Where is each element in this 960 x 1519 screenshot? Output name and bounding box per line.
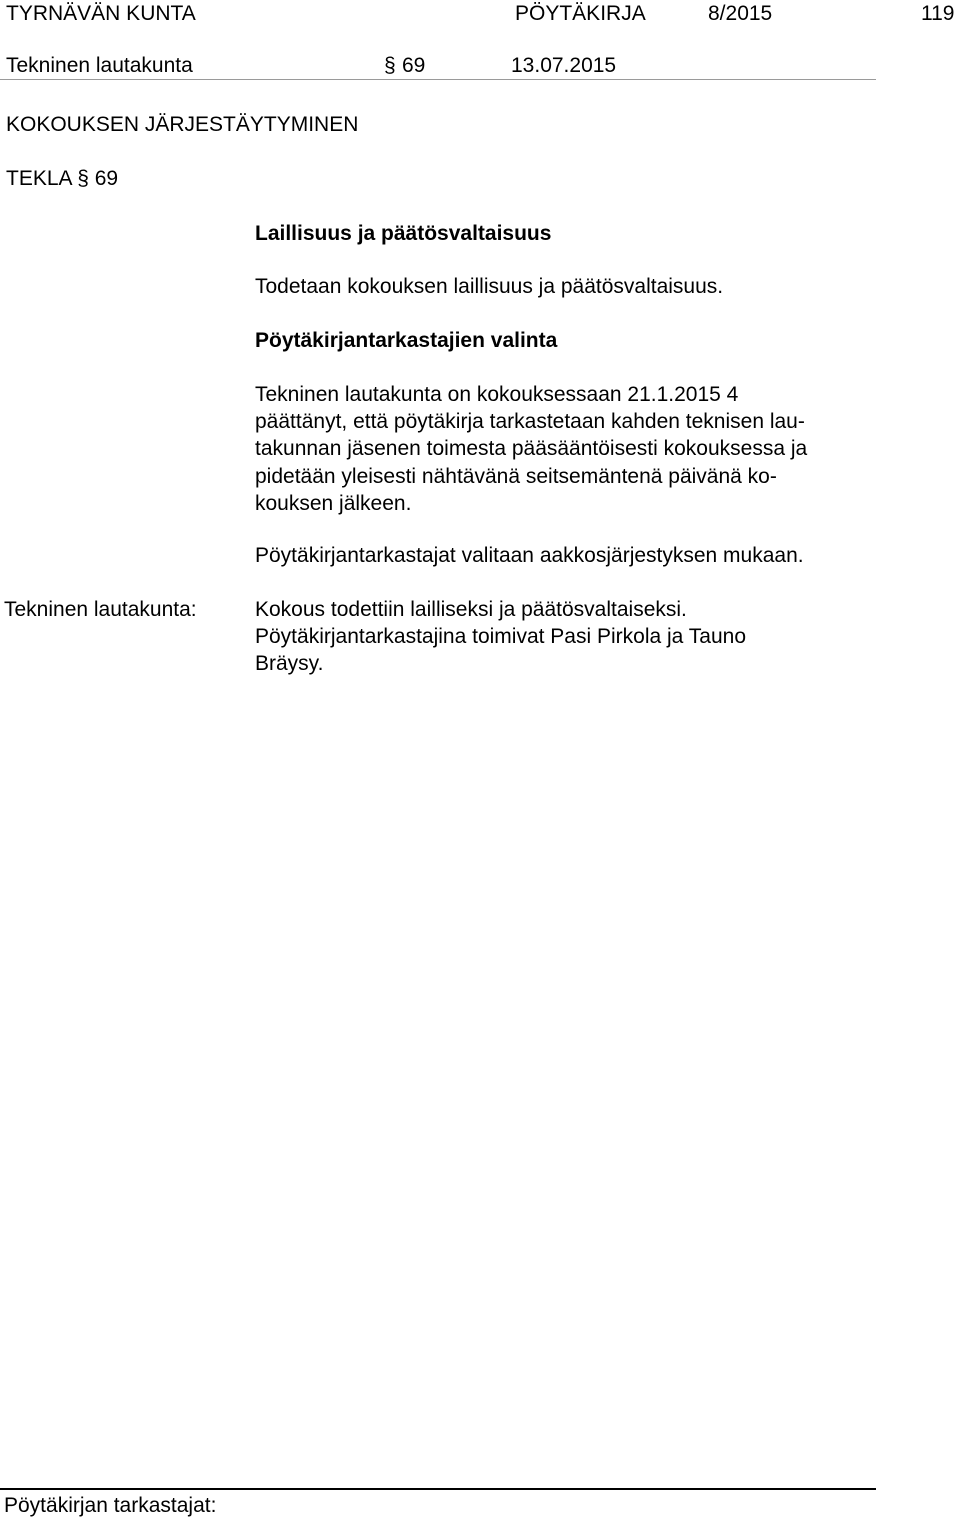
section-ref-symbol: §: [77, 167, 89, 190]
section-ref-prefix: TEKLA: [6, 167, 72, 190]
section-ref-number: 69: [94, 167, 119, 190]
text-reviewers: [255, 381, 895, 517]
footer-reviewers-label: Pöytäkirjan tarkastajat:: [4, 1494, 217, 1517]
heading-legality: Laillisuus ja päätösvaltaisuus: [255, 222, 552, 245]
municipality-name: TYRNÄVÄN KUNTA: [6, 2, 196, 25]
text-reviewers-line: takunnan jäsenen toimesta pääsääntöisesti kokouksessa ja: [255, 437, 808, 461]
board-name: Tekninen lautakunta: [6, 54, 193, 77]
section-symbol: §: [384, 54, 396, 77]
decision-line: Pöytäkirjantarkastajina toimivat Pasi Pirkola ja Tauno: [255, 625, 747, 649]
section-number: 69: [402, 54, 426, 77]
section-reference: [6, 165, 118, 192]
document-number: 8/2015: [708, 2, 773, 25]
decision-line: Bräysy.: [255, 652, 324, 676]
decision-text: [255, 596, 895, 678]
meeting-date: 13.07.2015: [511, 54, 617, 77]
page-number: 119: [921, 2, 955, 25]
decision-line: Kokous todettiin lailliseksi ja päätösvaltaiseksi.: [255, 598, 687, 621]
section-title: KOKOUKSEN JÄRJESTÄYTYMINEN: [6, 113, 359, 136]
heading-reviewers: Pöytäkirjantarkastajien valinta: [255, 329, 558, 352]
text-reviewers-line: pidetään yleisesti nähtävänä seitsemäntenä päivänä ko-: [255, 464, 777, 488]
text-legality: Todetaan kokouksen laillisuus ja päätösvaltaisuus.: [255, 275, 724, 298]
footer-divider: [0, 1488, 876, 1490]
text-reviewers-line: kouksen jälkeen.: [255, 491, 412, 515]
text-reviewers-line: päättänyt, että pöytäkirja tarkastetaan kahden teknisen lau-: [255, 410, 805, 434]
header-divider: [0, 79, 876, 80]
document-type: PÖYTÄKIRJA: [515, 2, 646, 25]
text-order: Pöytäkirjantarkastajat valitaan aakkosjärjestyksen mukaan.: [255, 544, 804, 567]
decision-label: Tekninen lautakunta:: [4, 598, 197, 621]
text-reviewers-line: Tekninen lautakunta on kokouksessaan 21.1.2015 4: [255, 383, 739, 406]
